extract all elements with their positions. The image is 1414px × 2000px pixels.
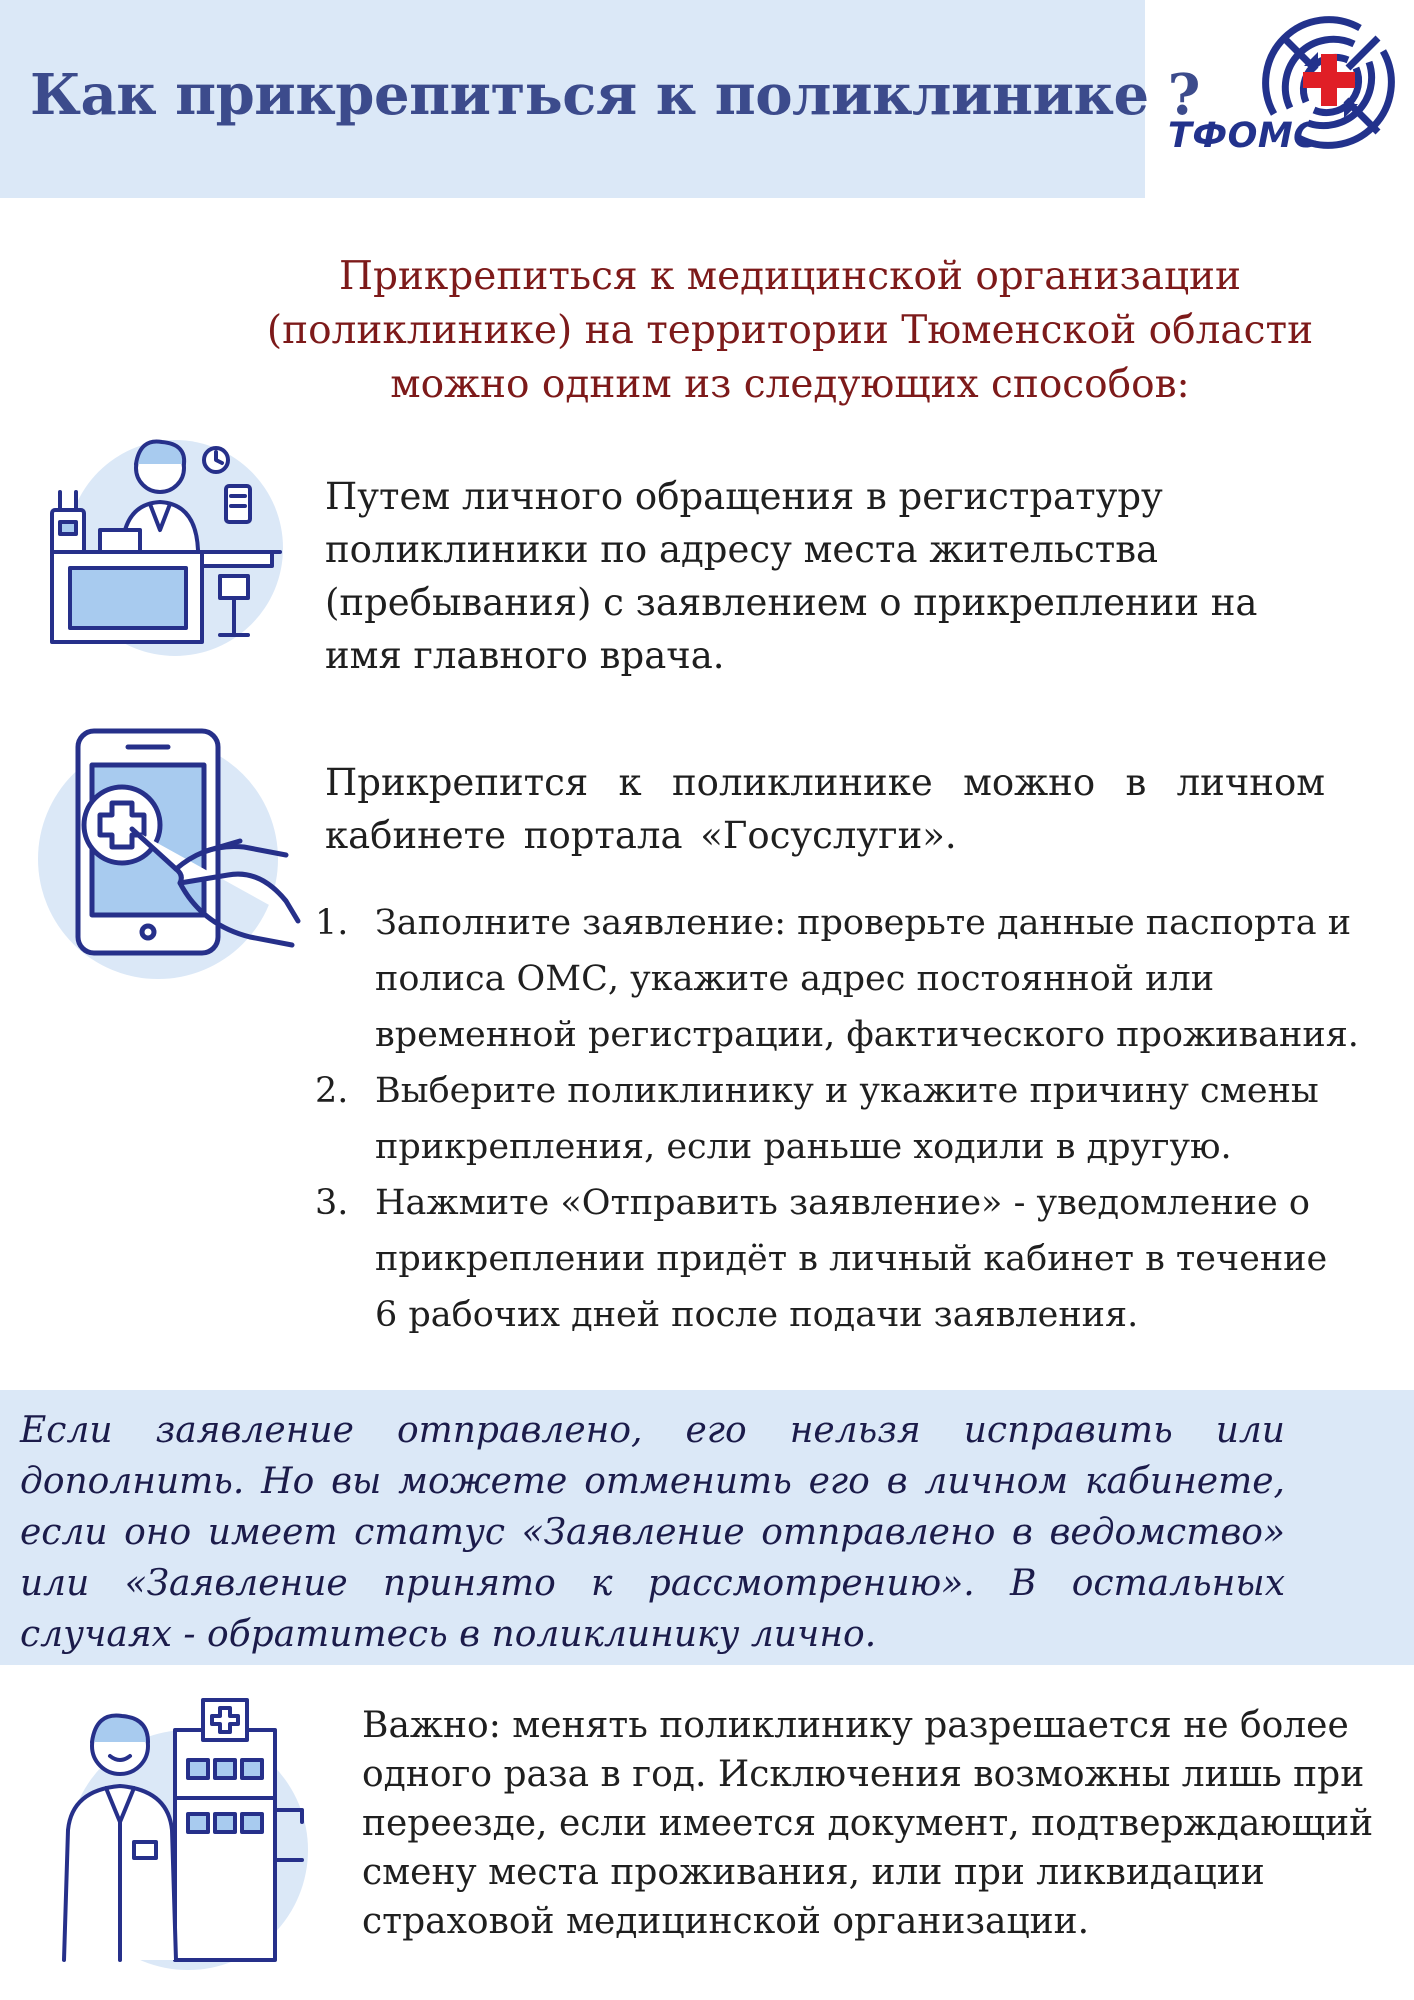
steps-list	[315, 895, 1400, 1343]
step-number: 3.	[315, 1183, 349, 1223]
step-line: 6 рабочих дней после подачи заявления.	[375, 1295, 1139, 1335]
step-line: Выберите поликлинику и укажите причину смены	[375, 1071, 1319, 1111]
important-line: страховой медицинской организации.	[362, 1901, 1090, 1942]
step-line: Нажмите «Отправить заявление» - уведомление о	[375, 1183, 1310, 1223]
important-line: Важно: менять поликлинику разрешается не более	[362, 1705, 1349, 1746]
step-line: прикреплении придёт в личный кабинет в течение	[375, 1239, 1328, 1279]
reception-desk-icon	[30, 430, 320, 670]
intro-text	[160, 250, 1414, 412]
doctor-hospital-icon	[40, 1690, 340, 1980]
note-text: Если заявление отправлено, его нельзя исправить или дополнить. Но вы можете отменить его в личном кабинете, если оно имеет статус «Заявление отправлено в ведомство» или «Заявление принято к рассмотрению». В остальных случаях - обратитесь в поликлинику лично.	[20, 1410, 1285, 1655]
important-line: одного раза в год. Исключения возможны лишь при	[362, 1754, 1365, 1795]
step-number: 2.	[315, 1071, 349, 1111]
method-office-line: Путем личного обращения в регистратуру	[325, 475, 1163, 518]
important-text	[362, 1701, 1382, 1946]
method-office-line: (пребывания) с заявлением о прикреплении на	[325, 581, 1258, 624]
logo-text: ТФОМС	[1168, 116, 1320, 156]
intro-line: можно одним из следующих способов:	[390, 362, 1190, 407]
step-number: 1.	[315, 903, 349, 943]
step-item	[315, 1175, 1400, 1343]
step-item	[315, 1063, 1400, 1175]
method-office-line: имя главного врача.	[325, 634, 725, 677]
tfoms-logo	[1160, 10, 1410, 180]
important-line: смену места проживания, или при ликвидации	[362, 1852, 1265, 1893]
step-line: Заполните заявление: проверьте данные паспорта и	[375, 903, 1352, 943]
smartphone-hand-icon	[30, 725, 320, 995]
method-office-text	[325, 470, 1385, 682]
step-line: временной регистрации, фактического проживания.	[375, 1015, 1359, 1055]
intro-line: Прикрепиться к медицинской организации	[338, 254, 1242, 299]
method-gosuslugi-text: Прикрепится к поликлинике можно в личном кабинете портала «Госуслуги».	[325, 761, 1325, 857]
step-line: прикрепления, если раньше ходили в другую.	[375, 1127, 1232, 1167]
step-item	[315, 895, 1400, 1063]
step-line: полиса ОМС, укажите адрес постоянной или	[375, 959, 1215, 999]
page-title: Как прикрепиться к поликлинике ?	[30, 62, 1200, 128]
method-office-line: поликлиники по адресу места жительства	[325, 528, 1159, 571]
important-line: переезде, если имеется документ, подтверждающий	[362, 1803, 1374, 1844]
intro-line: (поликлинике) на территории Тюменской области	[266, 308, 1314, 353]
